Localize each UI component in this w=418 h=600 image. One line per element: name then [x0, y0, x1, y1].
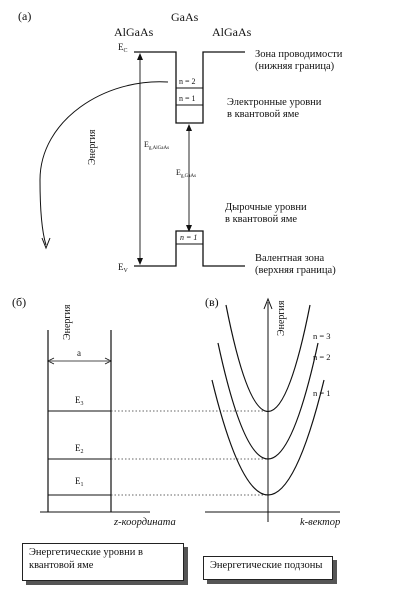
- algaas-left-label: AlGaAs: [114, 25, 154, 39]
- hole-levels-label: Дырочные уровни: [225, 202, 307, 213]
- subband-n1-label: n = 1: [313, 388, 331, 398]
- caption-levels-text: Энергетические уровни в квантовой яме: [29, 547, 143, 571]
- energy-axis-label-b: Энергия: [62, 304, 73, 340]
- algaas-right-label: AlGaAs: [212, 25, 252, 39]
- panel-a-label: (а): [18, 9, 32, 23]
- valence-band-label: Валентная зона: [255, 253, 325, 264]
- gaas-label: GaAs: [171, 10, 199, 24]
- panel-b-label: (б): [12, 295, 27, 309]
- eg-algaas-label: $E_{g,AlGaAs}$: [144, 140, 170, 151]
- e1-label: $E_1$: [75, 476, 84, 488]
- energy-axis-label-a: Энергия: [87, 129, 98, 165]
- subband-n3-label: n = 3: [313, 331, 331, 341]
- caption-subbands-text: Энергетические подзоны: [210, 560, 323, 571]
- panel-c-label: (в): [205, 295, 219, 309]
- electron-levels-label-2: в квантовой яме: [227, 109, 299, 120]
- conduction-band-label-2: (нижняя граница): [255, 61, 335, 72]
- arrow-down-icon: [137, 258, 143, 265]
- arrowhead-icon: [42, 238, 50, 248]
- electron-levels-label: Электронные уровни: [227, 97, 322, 108]
- eg-gaas-label: $E_{g,GaAs}$: [176, 168, 197, 179]
- caption-box-levels: [22, 543, 184, 581]
- energy-axis-label-c: Энергия: [276, 300, 287, 336]
- hole-levels-label-2: в квантовой яме: [225, 214, 297, 225]
- well-width-label: a: [77, 348, 81, 358]
- z-axis-label: z-координата: [114, 517, 176, 528]
- ev-label: $E_V$: [118, 262, 128, 274]
- k-axis-label: k-вектор: [300, 517, 341, 528]
- arrow-up-icon: [137, 53, 143, 60]
- transition-curve-arrow: [40, 82, 168, 245]
- hole-n1-label: n = 1: [180, 233, 198, 242]
- conduction-band-label: Зона проводимости: [255, 49, 343, 60]
- subband-n2-label: n = 2: [313, 352, 331, 362]
- e3-label: $E_3$: [75, 395, 84, 407]
- caption-box-subbands: [203, 556, 333, 580]
- valence-band-label-2: (верхняя граница): [255, 265, 336, 276]
- electron-n2-label: n = 2: [179, 77, 196, 86]
- arrow-up-icon: [186, 124, 192, 131]
- ec-label: $E_C$: [118, 42, 128, 54]
- e2-label: $E_2$: [75, 443, 84, 455]
- electron-n1-label: n = 1: [179, 94, 196, 103]
